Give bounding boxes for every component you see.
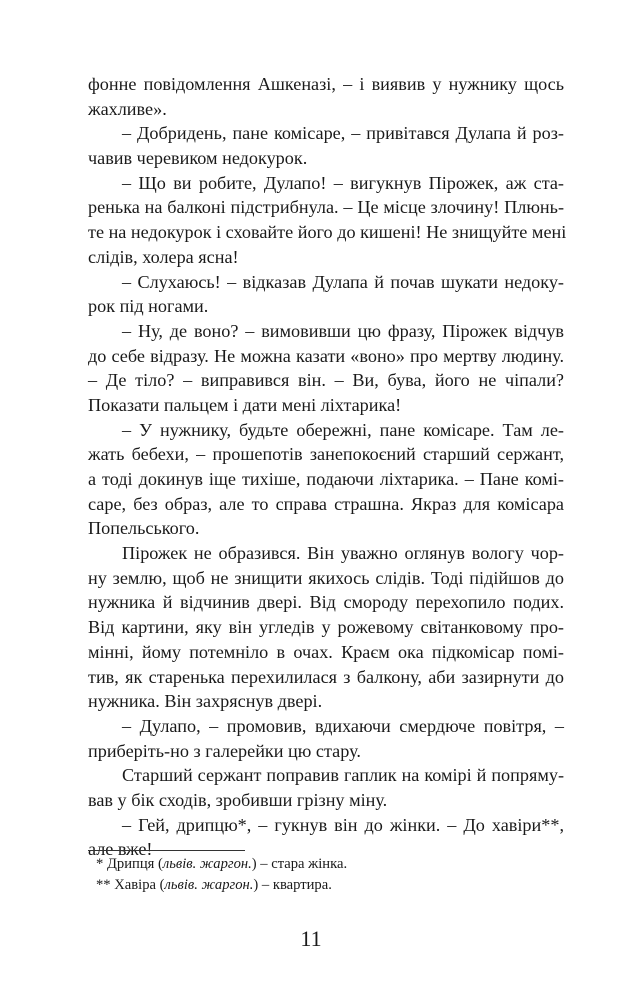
footnote-source: львів. жаргон.	[164, 877, 254, 893]
text-line: фонне повідомлення Ашкеназі, – і виявив у нужнику щось	[88, 74, 564, 94]
footnote-definition: – стара жінка.	[260, 856, 348, 872]
page-number: 11	[300, 926, 322, 951]
text-line: – Ну, де воно? – вимовивши цю фразу, Пірожек відчув	[122, 320, 564, 341]
footnote-term: Хавіра	[114, 877, 156, 893]
text-line: нужника. Він захряснув двері.	[88, 691, 323, 712]
footnote-1: * Дрипця (львів. жаргон.) – стара жінка.	[96, 856, 348, 872]
text-line: Старший сержант поправив гаплик на комірі й попряму-	[122, 765, 564, 786]
text-line: мінні, йому потемніло в очах. Краєм ока підкомісар помі-	[88, 641, 564, 662]
text-line: – Що ви робите, Дулапо! – вигукнув Пірожек, аж ста-	[122, 172, 564, 193]
footnote-marker: *	[96, 856, 104, 872]
text-line: слідів, холера ясна!	[88, 246, 239, 267]
text-line: нужника й відчинив двері. Від смороду перехопило подих.	[88, 592, 564, 613]
text-line: тив, як старенька перехилилася з балкону, аби зазирнути до	[88, 666, 564, 687]
text-line: ренька на балконі підстрибнула. – Це місце злочину! Плюнь-	[88, 197, 564, 218]
text-line: Пірожек не образився. Він уважно оглянув вологу чор-	[122, 543, 564, 564]
footnote-source: львів. жаргон.	[162, 856, 252, 872]
text-line: жать бебехи, – прошепотів занепокоєний старший сержант,	[88, 444, 564, 465]
text-line: Попельського.	[88, 518, 200, 539]
text-line: – Добридень, пане комісаре, – привітався Дулапа й роз-	[122, 123, 564, 144]
footnote-2: ** Хавіра (львів. жаргон.) – квартира.	[96, 877, 332, 893]
body-text	[88, 72, 567, 862]
text-line: – Де тіло? – виправився він. – Ви, бува, його не чіпали?	[88, 370, 564, 391]
text-line: вав у бік сходів, зробивши грізну міну.	[88, 789, 388, 810]
footnote-term: Дрипця	[106, 856, 155, 872]
footnote-divider	[88, 850, 245, 851]
text-line: але вже!	[88, 839, 153, 860]
text-line: а тоді докинув іще тихіше, подаючи ліхтарика. – Пане комі-	[88, 469, 564, 489]
text-line: – Гей, дрипцю*, – гукнув він до жінки. – До хавіри**,	[122, 814, 564, 835]
text-line: Від картини, яку він угледів у рожевому світанковому про-	[88, 617, 564, 638]
text-line: Показати пальцем і дати мені ліхтарика!	[88, 394, 402, 415]
text-line: рок під ногами.	[88, 296, 209, 317]
footnotes	[88, 854, 564, 896]
text-line: приберіть-но з галерейки цю стару.	[88, 740, 361, 761]
text-line: жахливе».	[88, 98, 167, 119]
text-line: – Дулапо, – промовив, вдихаючи смердюче повітря, –	[122, 715, 564, 736]
text-line: те на недокурок і сховайте його до кишені! Не знищуйте мені	[88, 222, 567, 243]
footnote-definition: – квартира.	[261, 877, 332, 893]
footnote-marker: **	[96, 877, 111, 893]
text-line: – У нужнику, будьте обережні, пане комісаре. Там ле-	[122, 419, 564, 440]
text-line: чавив черевиком недокурок.	[88, 148, 308, 169]
text-line: до себе відразу. Не можна казати «воно» про мертву людину.	[88, 345, 564, 366]
text-line: саре, без образ, але то справа страшна. Якраз для комісара	[88, 493, 564, 514]
text-line: ну землю, щоб не знищити якихось слідів. Тоді підійшов до	[88, 567, 564, 588]
text-line: – Слухаюсь! – відказав Дулапа й почав шукати недоку-	[122, 271, 564, 292]
book-page-text	[88, 72, 567, 862]
